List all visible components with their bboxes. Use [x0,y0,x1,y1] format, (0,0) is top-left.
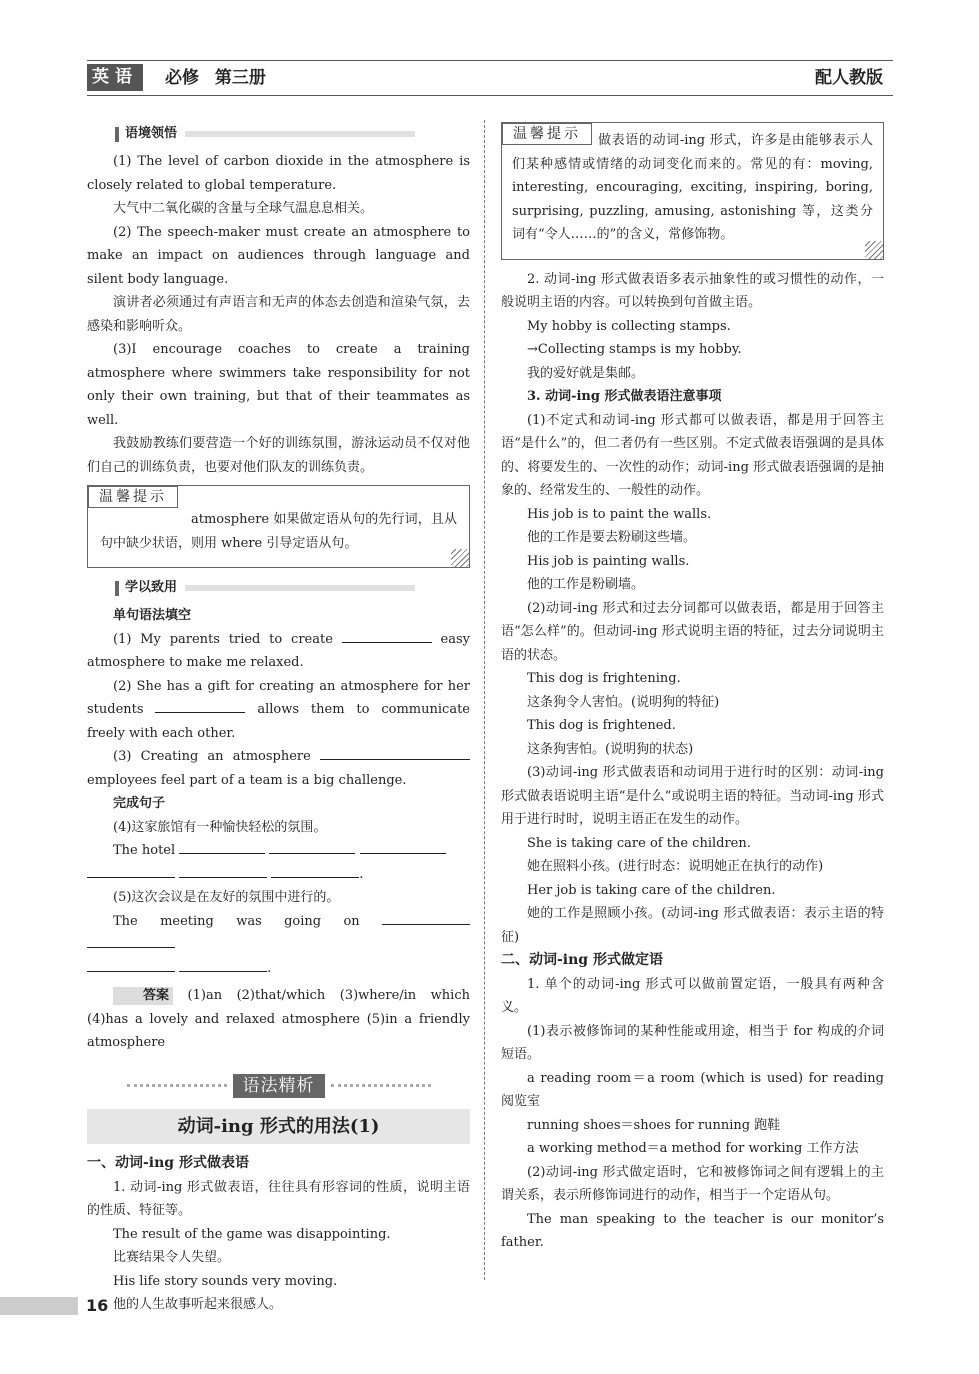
rule-heading: 3. 动词-ing 形式做表语注意事项 [527,389,722,404]
example-en: His job is to paint the walls. [527,506,712,522]
answer-blank[interactable] [179,863,267,878]
answer-blank[interactable] [179,957,267,972]
exercise-heading: 单句语法填空 [113,608,192,623]
question-text: employees feel part of a team is a big challenge. [87,772,407,788]
example-en: →Collecting stamps is my hobby. [527,342,742,357]
rule-text: 1. 动词-ing 形式做表语，往往具有形容词的性质，说明主语的性质、特征等。 [87,1179,470,1218]
rule-text: (2)动词-ing 形式和过去分词都可以做表语，都是用于回答主语“怎么样”的。但动词-ing 形式说明主语的特征，过去分词说明主语的状态。 [501,600,884,663]
tip-box [87,485,470,568]
question-text: (1) My parents tried to create [113,631,333,647]
example-zh: 大气中二氧化碳的含量与全球气温息息相关。 [113,201,374,216]
tip-text: atmosphere 如果做定语从句的先行词，且从句中缺少状语，则用 where 引导定语从句。 [100,512,457,551]
example-zh: 演讲者必须通过有声语言和无声的体态去创造和渲染气氛，去感染和影响听众。 [87,295,470,334]
answer-blank[interactable] [155,698,245,713]
answer-blank[interactable] [360,839,446,854]
rule-text: 2. 动词-ing 形式做表语多表示抽象性的或习惯性的动作，一般说明主语的内容。可以转换到句首做主语。 [501,271,884,310]
example-en: This dog is frightened. [527,718,676,733]
right-column [501,122,884,1255]
banner-dots [127,1084,227,1087]
example-zh: 我的爱好就是集邮。 [527,365,645,381]
header-rule-bottom [87,95,893,96]
example-en: Her job is taking care of the children. [527,882,776,898]
example-en: a working method＝a method for working 工作方法 [527,1141,859,1156]
answer-blank[interactable] [179,839,265,854]
answer-blank[interactable] [87,863,175,878]
header-rule-top [87,60,893,61]
question-5-zh: (5)这次会议是在友好的氛围中进行的。 [113,890,340,905]
grammar-banner [87,1071,470,1101]
banner-dots [331,1084,431,1087]
example-en: His life story sounds very moving. [113,1273,338,1289]
tip-text: 做表语的动词-ing 形式，许多是由能够表示人们某种感情或情绪的动词变化而来的。常见的有：moving, interesting, encouraging, exciting, inspiring, boring, surprising, puzzling, amusing, astonishing 等，这类分词有“令人……的”的含义，常修饰物。 [512,133,873,242]
question-4 [87,839,470,863]
answer-blank[interactable] [342,628,432,643]
corner-hatch [451,549,469,567]
left-column [87,122,470,1317]
answer-key [87,984,470,1055]
answer-blank[interactable] [87,957,175,972]
example-zh: 她的工作是照顾小孩。(动词-ing 形式做表语：表示主语的特征) [501,906,884,945]
answer-blank[interactable] [271,863,359,878]
subject-label: 英语 [87,64,143,91]
tip-label: 温馨提示 [502,123,592,145]
corner-hatch [865,241,883,259]
answer-text: (1)an (2)that/which (3)where/in which (4)has a lovely and relaxed atmosphere (5)in a friendly atmosphere [87,988,470,1050]
tip-label: 温馨提示 [88,486,178,508]
question-text: (3) Creating an atmosphere [113,749,311,764]
tip-box [501,122,884,260]
section-rule [185,131,415,137]
example-en: My hobby is collecting stamps. [527,318,731,334]
rule-text: (1)表示被修饰词的某种性能或用途，相当于 for 构成的介词短语。 [501,1023,884,1062]
example-en: She is taking care of the children. [527,835,751,851]
question-4-cont: . [87,863,470,887]
example-en: This dog is frightening. [527,671,681,686]
book-title: 必修 第三册 [165,68,266,88]
example-zh: 比赛结果令人失望。 [113,1250,231,1265]
grammar-banner-label: 语法精析 [233,1074,325,1098]
example-zh: 他的工作是要去粉刷这些墙。 [527,530,697,545]
page-number-bar [0,1297,78,1315]
example-en: The result of the game was disappointing. [113,1226,391,1242]
example-zh: 他的工作是粉刷墙。 [527,577,645,592]
section-title: 学以致用 [125,580,178,596]
example-en: The man speaking to the teacher is our monitor’s father. [501,1211,884,1250]
example-en: (3)I encourage coaches to create a training atmosphere where swimmers take responsibility for not only their own training, but that of their teammates as well. [87,342,470,428]
rule-text: (3)动词-ing 形式做表语和动词用于进行时的区别：动词-ing 形式做表语说明主语“是什么”或说明主语的特征。当动词-ing 形式用于进行时时，说明主语正在发生的动作。 [501,765,884,827]
rule-text: (2)动词-ing 形式做定语时，它和被修饰词之间有逻辑上的主谓关系，表示所修饰词进行的动作，相当于一个定语从句。 [501,1164,884,1203]
edition-label: 配人教版 [815,68,883,88]
example-en: a reading room＝a room (which is used) for reading 阅览室 [501,1070,884,1109]
example-en: running shoes＝shoes for running 跑鞋 [527,1117,781,1133]
context-section-head [115,122,470,146]
question-text: allows them to communicate freely with each other. [87,702,470,741]
page-number: 16 [86,1296,109,1315]
example-zh: 她在照料小孩。(进行时态：说明她正在执行的动作) [527,859,824,874]
example-en: His job is painting walls. [527,553,690,569]
apply-section-head [115,576,470,600]
question-text: (2) She has a gift for creating an atmosphere for her students [87,678,470,717]
section-rule [185,585,415,591]
column-divider [484,120,485,1280]
exercise-heading: 完成句子 [113,796,166,811]
example-zh: 这条狗害怕。(说明狗的状态) [527,741,694,757]
section-marker [115,127,119,142]
lesson-title: 动词-ing 形式的用法(1) [87,1109,470,1145]
example-zh: 他的人生故事听起来很感人。 [113,1297,283,1312]
question-text: The hotel [113,843,176,858]
example-en: (2) The speech-maker must create an atmosphere to make an impact on audiences through language and silent body language. [87,224,470,287]
answer-blank[interactable] [269,839,355,854]
question-text: easy atmosphere to make me relaxed. [87,631,470,670]
answer-blank[interactable] [87,933,175,948]
question-2 [87,675,470,746]
section-marker [115,581,119,596]
question-5 [87,910,470,957]
example-zh: 这条狗令人害怕。(说明狗的特征) [527,694,720,710]
question-4-zh: (4)这家旅馆有一种愉快轻松的氛围。 [113,819,327,835]
question-5-cont: . [87,957,470,981]
answer-label: 答案 [113,987,173,1005]
subsection-title: 二、动词-ing 形式做定语 [501,952,663,968]
section-title: 语境领悟 [125,126,178,142]
subsection-title: 一、动词-ing 形式做表语 [87,1155,249,1171]
answer-blank[interactable] [320,745,470,760]
question-1 [87,628,470,675]
rule-text: 1. 单个的动词-ing 形式可以做前置定语，一般具有两种含义。 [501,976,884,1015]
question-text: The meeting was going on [113,913,360,929]
answer-blank[interactable] [382,910,470,925]
question-3 [87,745,470,792]
example-en: (1) The level of carbon dioxide in the atmosphere is closely related to global temperature. [87,154,470,193]
example-zh: 我鼓励教练们要营造一个好的训练氛围，游泳运动员不仅对他们自己的训练负责，也要对他们队友的训练负责。 [87,436,470,475]
rule-text: (1)不定式和动词-ing 形式都可以做表语，都是用于回答主语“是什么”的，但二者仍有一些区别。不定式做表语强调的是具体的、将要发生的、一次性的动作；动词-ing 形式做表语强调的是抽象的、经常发生的、一般性的动作。 [501,412,884,498]
